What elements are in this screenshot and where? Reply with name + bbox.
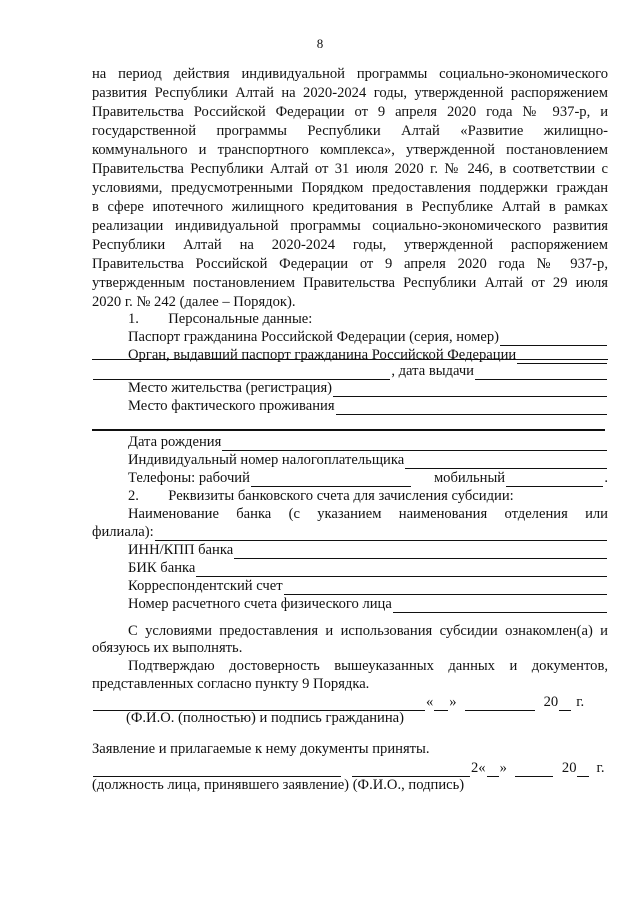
acceptance-text: Заявление и прилагаемые к нему документы приняты.	[92, 741, 430, 757]
citizen-signature-line[interactable]	[93, 697, 425, 711]
year-prefix: 20	[543, 694, 559, 710]
intro-line: Правительства Российской Федерации от 9 апреля 2020 года № 937-р, и	[92, 104, 608, 120]
intro-line: реализации индивидуальной программы социально-экономического развития	[92, 218, 608, 234]
authority-continuation[interactable]	[92, 345, 608, 360]
birth-date-label: Дата рождения	[128, 434, 222, 450]
year-suffix: г.	[576, 694, 585, 710]
actual-residence-field[interactable]	[128, 398, 608, 415]
intro-line: 2020 г. № 242 (далее – Порядок).	[92, 294, 296, 310]
authority-input-line-3[interactable]	[93, 366, 390, 380]
acceptance-day-input[interactable]	[487, 763, 499, 777]
bank-name-field[interactable]	[92, 524, 608, 541]
phone-mobile-input-line[interactable]	[506, 473, 603, 487]
residence-label: Место жительства (регистрация)	[128, 380, 333, 396]
phone-work-input-line[interactable]	[251, 473, 411, 487]
residence-input-line[interactable]	[333, 383, 607, 397]
phone-work-label: Телефоны: рабочий	[128, 470, 250, 486]
corr-account-field[interactable]	[128, 578, 608, 595]
bik-field[interactable]	[128, 560, 608, 577]
date-close-quote: »	[449, 694, 457, 710]
acceptance-date-prefix: 2«	[471, 760, 486, 776]
inn-label: Индивидуальный номер налогоплательщика	[128, 452, 405, 468]
section2-number: 2.	[128, 488, 139, 504]
intro-line: коммунального и транспортного комплекса», утвержденной постановлением	[92, 142, 608, 158]
authority-label: Орган, выдавший паспорт гражданина Российской Федерации	[128, 347, 517, 363]
section1-heading	[128, 311, 608, 328]
bank-name-input-line[interactable]	[155, 527, 607, 541]
acceptance-year-input[interactable]	[577, 763, 589, 777]
intro-line: утвержденным постановлением Правительства Республики Алтай от 29 июля	[92, 275, 608, 291]
issue-date-label: , дата выдачи	[391, 363, 474, 379]
citizen-month-input[interactable]	[465, 697, 535, 711]
issue-date-input-line[interactable]	[475, 366, 607, 380]
phone-end-dot: .	[604, 470, 608, 486]
account-field[interactable]	[128, 596, 608, 613]
bik-input-line[interactable]	[196, 563, 607, 577]
agreement-text: С условиями предоставления и использования субсидии ознакомлен(а) и	[128, 623, 608, 639]
acceptance-year-suffix: г.	[596, 760, 605, 776]
actual-residence-input-line[interactable]	[336, 401, 607, 415]
acceptance-year-prefix: 20	[561, 760, 577, 776]
bank-name-label: Наименование банка (с указанием наименования отделения или	[128, 506, 608, 522]
section1-title: Персональные данные:	[168, 311, 313, 327]
phones-field[interactable]	[128, 470, 608, 487]
inn-kpp-field[interactable]	[128, 542, 608, 559]
passport-label: Паспорт гражданина Российской Федерации (серия, номер)	[128, 329, 499, 345]
intro-line: Республики Алтай на 2020-2024 годы, утвержденной распоряжением	[92, 237, 608, 253]
acceptance-date-close: »	[499, 760, 507, 776]
intro-line: в сфере ипотечного жилищного кредитования в Республике Алтай в рамках	[92, 199, 608, 215]
intro-line: на период действия индивидуальной программы социально-экономического	[92, 66, 608, 82]
birth-date-input-line[interactable]	[222, 437, 607, 451]
intro-line: государственной программы Республики Алтай «Развитие жилищно-	[92, 123, 608, 139]
intro-line: Правительства Российской Федерации от 9 апреля 2020 года № 937-р,	[92, 256, 608, 272]
intro-line: развития Республики Алтай на 2020-2024 годы, утвержденной распоряжением	[92, 85, 608, 101]
inn-input-line[interactable]	[405, 455, 607, 469]
account-label: Номер расчетного счета физического лица	[128, 596, 392, 612]
residence-field[interactable]	[128, 380, 608, 397]
birth-date-field[interactable]	[128, 434, 608, 451]
confirm-text: Подтверждаю достоверность вышеуказанных данных и документов,	[128, 658, 608, 674]
passport-field[interactable]	[128, 329, 608, 346]
agreement-text-2: обязуюсь их выполнять.	[92, 640, 243, 656]
inn-kpp-label: ИНН/КПП банка	[128, 542, 234, 558]
section2-title: Реквизиты банковского счета для зачисления субсидии:	[168, 488, 514, 504]
official-name-line[interactable]	[352, 763, 470, 777]
confirm-text-2: представленных согласно пункту 9 Порядка.	[92, 676, 370, 692]
citizen-signature-caption: (Ф.И.О. (полностью) и подпись гражданина)	[126, 710, 404, 726]
date-open-quote: «	[426, 694, 434, 710]
intro-line: условиями, предусмотренными Порядком предоставления поддержки граждан	[92, 180, 608, 196]
acceptance-month-input[interactable]	[515, 763, 553, 777]
actual-residence-label: Место фактического проживания	[128, 398, 335, 414]
corr-account-input-line[interactable]	[284, 581, 607, 595]
official-signature-caption: (должность лица, принявшего заявление) (Ф.И.О., подпись)	[92, 777, 465, 793]
citizen-year-input[interactable]	[559, 697, 571, 711]
bik-label: БИК банка	[128, 560, 196, 576]
citizen-day-input[interactable]	[434, 697, 448, 711]
section2-heading	[128, 488, 608, 505]
citizen-signature-field[interactable]	[92, 694, 608, 711]
separator-line	[92, 429, 605, 431]
intro-line: Правительства Республики Алтай от 31 июля 2020 г. № 246, в соответствии с	[92, 161, 608, 177]
inn-field[interactable]	[128, 452, 608, 469]
page-number: 8	[316, 36, 324, 51]
section1-number: 1.	[128, 311, 139, 327]
corr-account-label: Корреспондентский счет	[128, 578, 283, 594]
authority-input-line-2[interactable]	[92, 345, 608, 360]
issue-date-field[interactable]	[92, 363, 608, 380]
official-position-line[interactable]	[93, 763, 341, 777]
inn-kpp-input-line[interactable]	[234, 545, 607, 559]
account-input-line[interactable]	[393, 599, 607, 613]
official-signature-field[interactable]	[92, 760, 608, 777]
passport-input-line[interactable]	[500, 332, 607, 346]
bank-name-label-2: филиала):	[92, 524, 154, 540]
phone-mobile-label: мобильный	[433, 470, 506, 486]
